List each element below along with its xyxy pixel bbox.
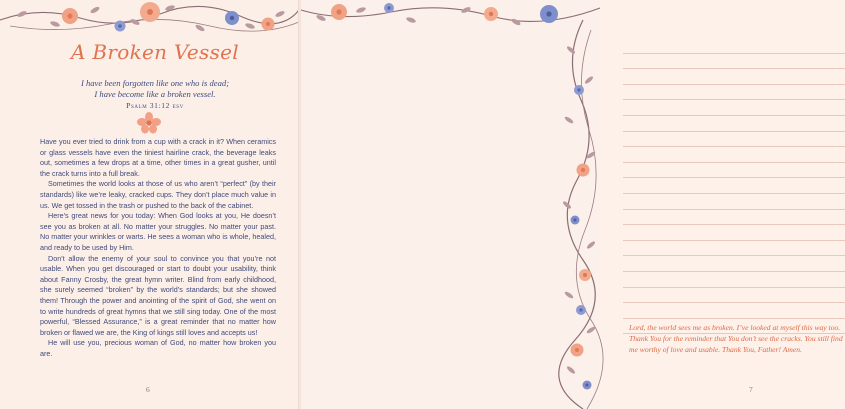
blue-flower-icon <box>583 381 592 390</box>
blue-flower-icon <box>576 305 586 315</box>
scripture-verse <box>40 78 270 111</box>
top-floral-border-left <box>0 0 299 42</box>
verse-reference: Psalm 31:12 esv <box>126 101 184 110</box>
body-paragraph: Sometimes the world looks at those of us who aren’t “perfect” (by their standards) like we’re leaky, cracked cups. They don’t place much value in us. We get tossed in the trash or pushed to the back of the cabinet. <box>40 179 276 210</box>
journal-line[interactable] <box>623 38 845 54</box>
peach-flower-icon <box>579 269 591 281</box>
journal-line[interactable] <box>623 163 845 179</box>
blue-flower-icon <box>225 11 239 25</box>
journal-line[interactable] <box>623 241 845 257</box>
body-paragraph: He will use you, precious woman of God, no matter how broken you are. <box>40 338 276 358</box>
peach-flower-icon <box>331 4 347 20</box>
prayer-text: Lord, the world sees me as broken. I’ve looked at myself this way too. Thank You for the reminder that You don’t see the cracks. You still find me worthy of love and usable. Thank You, Father! Amen. <box>629 323 843 355</box>
peach-flower-icon <box>62 8 78 24</box>
peach-flower-icon <box>262 18 275 31</box>
journal-line[interactable] <box>623 69 845 85</box>
journal-line[interactable] <box>623 210 845 226</box>
journal-line[interactable] <box>623 147 845 163</box>
left-page <box>0 0 299 409</box>
devotional-body <box>40 137 276 359</box>
peach-flower-icon <box>136 112 162 134</box>
journal-line[interactable] <box>623 303 845 319</box>
page-number: 6 <box>146 385 150 394</box>
journal-line[interactable] <box>623 54 845 70</box>
peach-flower-icon <box>140 2 160 22</box>
right-vine-border <box>553 20 600 409</box>
journal-line[interactable] <box>623 100 845 116</box>
body-paragraph: Don’t allow the enemy of your soul to convince you that you’re not usable. When you get discouraged or start to doubt your usability, think about Fanny Crosby, the great hymn writer. Blind from early childhood, she surely seemed “broken” by the world’s standards; but she showed them! Through the power and anointing of the spirit of God, she went on to write hundreds of great hymns that we still sing today. One of the most powerful, “Blessed Assurance,” is a great reminder that no matter how broken or flawed we are, the King of kings still loves and accepts us! <box>40 253 276 337</box>
journal-line[interactable] <box>623 85 845 101</box>
journal-line[interactable] <box>623 225 845 241</box>
blue-flower-icon <box>115 21 126 32</box>
page-number: 7 <box>749 385 753 394</box>
journal-line[interactable] <box>623 194 845 210</box>
blue-flower-icon <box>384 3 394 13</box>
blue-flower-icon <box>574 85 584 95</box>
peach-flower-icon <box>484 7 498 21</box>
journal-line[interactable] <box>623 272 845 288</box>
journal-line[interactable] <box>623 178 845 194</box>
body-paragraph: Here’s great news for you today: When God looks at you, He doesn’t see you as broken at all. No matter your struggles. No matter your past. No matter your wrinkles or warts. He sees a woman who is whole, healed, and ready to be used by Him. <box>40 211 276 252</box>
blue-flower-icon <box>571 216 580 225</box>
body-paragraph: Have you ever tried to drink from a cup with a crack in it? When ceramics or glass vessels have even the tiniest hairline crack, the beverage leaks out, sometimes a few drops at a time, other times in a great gusher, until the crack turns into a full break. <box>40 137 276 178</box>
right-page <box>301 0 843 409</box>
verse-line: I have been forgotten like one who is dead; <box>80 78 230 88</box>
journal-line[interactable] <box>623 288 845 304</box>
peach-flower-icon <box>571 344 584 357</box>
journal-lines[interactable] <box>623 38 845 334</box>
journal-line[interactable] <box>623 132 845 148</box>
page-title: A Broken Vessel <box>71 40 239 64</box>
journal-line[interactable] <box>623 256 845 272</box>
verse-line: I have become like a broken vessel. <box>94 89 216 99</box>
journal-line[interactable] <box>623 116 845 132</box>
peach-flower-icon <box>577 164 590 177</box>
